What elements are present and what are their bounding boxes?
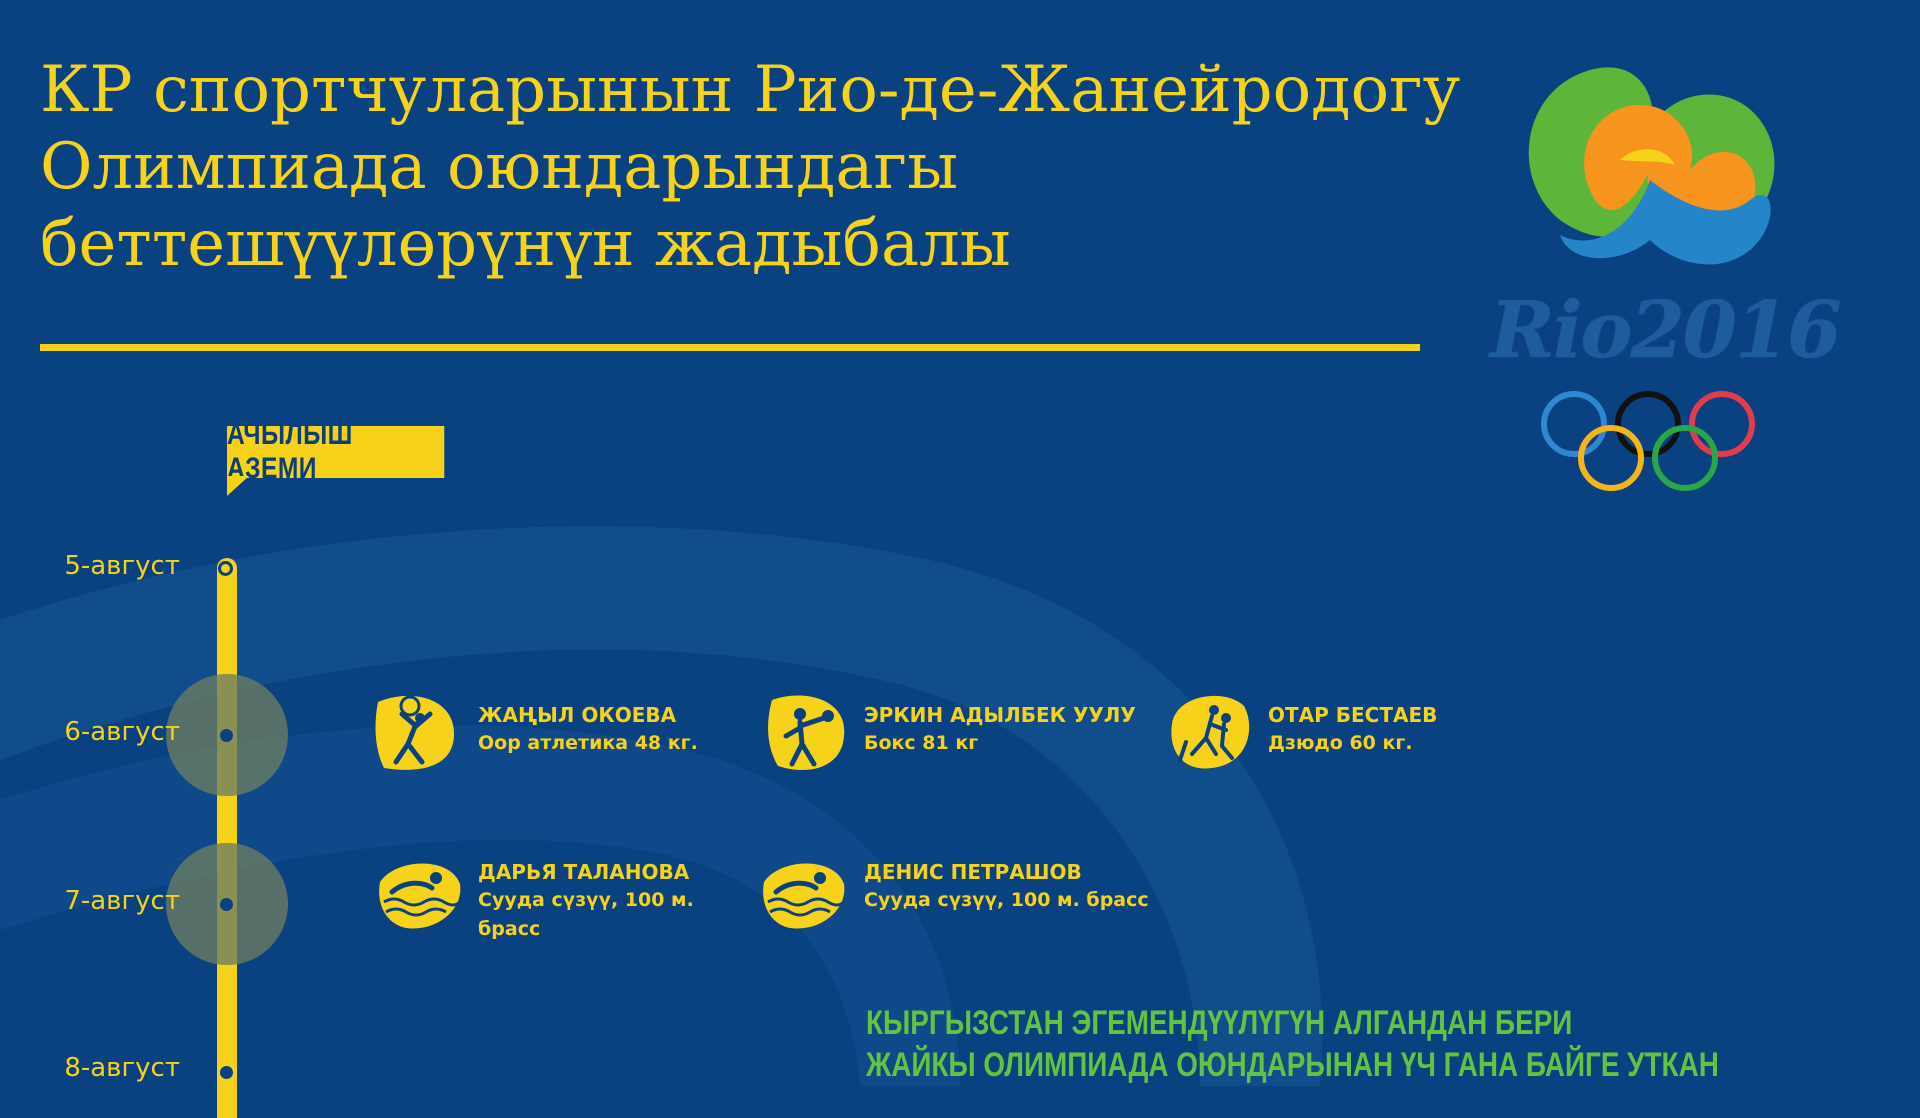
footer-line-1: КЫРГЫЗСТАН ЭГЕМЕНДҮҮЛҮГҮН АЛГАНДАН БЕРИ: [866, 1004, 1573, 1042]
day-marker-aug-8: [220, 1066, 233, 1079]
swimming-icon: [376, 852, 462, 938]
day-label-aug-7: 7-август: [64, 886, 180, 916]
event-item: [478, 858, 698, 944]
athlete-name: ДЕНИС ПЕТРАШОВ: [864, 860, 1082, 884]
rio-wordmark: Rio2016: [1490, 285, 1840, 376]
title-divider: [40, 344, 1420, 351]
weightlifting-icon: [372, 688, 458, 774]
event-discipline: Сууда сүзүү, 100 м. брасс: [478, 889, 694, 940]
judo-icon: [1166, 688, 1252, 774]
timeline-bar: [217, 558, 237, 1118]
title-line-3: беттешүүлөрүнүн жадыбалы: [40, 207, 1011, 281]
day-label-aug-8: 8-август: [64, 1053, 180, 1083]
athlete-name: ОТАР БЕСТАЕВ: [1268, 703, 1438, 727]
event-discipline: Бокс 81 кг: [864, 732, 979, 754]
event-discipline: Дзюдо 60 кг.: [1268, 732, 1413, 754]
day-marker-aug-7: [220, 898, 233, 911]
day-marker-aug-6: [220, 729, 233, 742]
rio-emblem-icon: [1500, 50, 1800, 310]
opening-badge-pointer: [227, 476, 249, 496]
event-discipline: Оор атлетика 48 кг.: [478, 732, 698, 754]
athlete-name: ЖАҢЫЛ ОКОЕВА: [478, 703, 677, 727]
footer-note: [866, 1002, 1719, 1086]
title-line-1: КР спортчуларынын Рио-де-Жанейродогу: [40, 53, 1461, 127]
footer-line-2: ЖАЙКЫ ОЛИМПИАДА ОЮНДАРЫНАН ҮЧ ГАНА БАЙГЕ УТКАН: [866, 1046, 1719, 1084]
day-label-aug-6: 6-август: [64, 717, 180, 747]
title-line-2: Олимпиада оюндарындагы: [40, 130, 958, 204]
athlete-name: ДАРЬЯ ТАЛАНОВА: [478, 860, 690, 884]
event-item: [864, 858, 1149, 915]
athlete-name: ЭРКИН АДЫЛБЕК УУЛУ: [864, 703, 1136, 727]
opening-ceremony-badge: АЧЫЛЫШ АЗЕМИ: [227, 426, 444, 478]
event-discipline: Сууда сүзүү, 100 м. брасс: [864, 889, 1149, 911]
olympic-rings-icon: [1540, 388, 1760, 498]
boxing-icon: [764, 688, 850, 774]
day-label-aug-5: 5-август: [64, 551, 180, 581]
event-item: [478, 701, 698, 758]
event-item: [1268, 701, 1437, 758]
swimming-icon: [760, 852, 846, 938]
event-item: [864, 701, 1136, 758]
page-title: [40, 52, 1480, 283]
day-marker-aug-5: [218, 561, 233, 576]
